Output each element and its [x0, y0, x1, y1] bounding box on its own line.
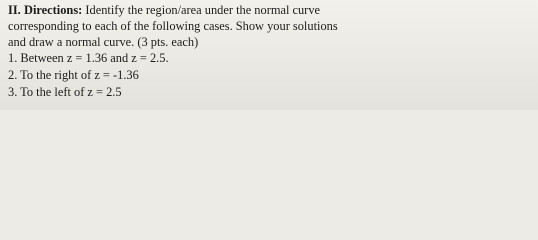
directions-line-2: corresponding to each of the following cases. Show your solutions: [8, 19, 338, 33]
section-numeral: II.: [8, 3, 21, 17]
worksheet-page: [0, 0, 538, 110]
case-item-2: 2. To the right of z = -1.36: [8, 68, 139, 82]
directions-label: Directions:: [24, 3, 83, 17]
case-item-1: 1. Between z = 1.36 and z = 2.5.: [8, 51, 169, 65]
case-item-3: 3. To the left of z = 2.5: [8, 85, 122, 99]
directions-line-3: and draw a normal curve. (3 pts. each): [8, 35, 199, 49]
directions-line-1: [8, 3, 320, 19]
directions-text-1: Identify the region/area under the normal curve: [82, 3, 321, 17]
